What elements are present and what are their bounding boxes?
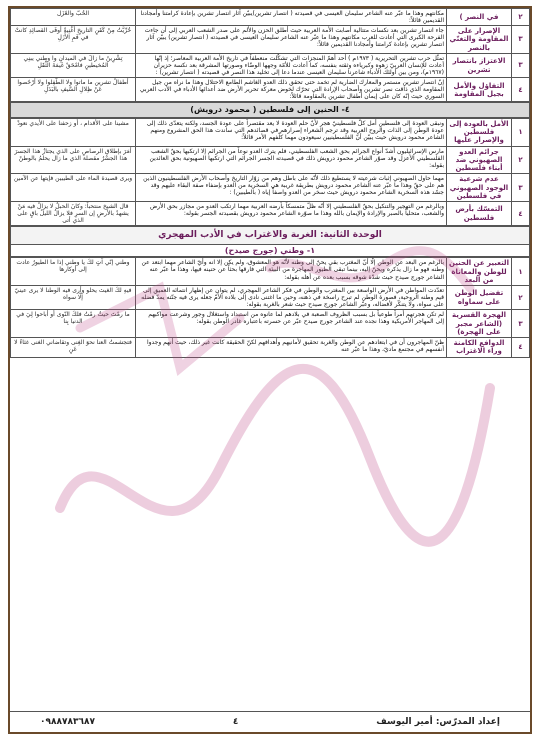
section-table — [10, 102, 530, 117]
row-poem-excerpt: تِشْرِينُ ما زالَ في الميدانِ وا وطني يبنِي المُخيطينِ فامْحَقْ غَيمَةَ الثِّقَلِ — [11, 53, 136, 77]
row-title: التفاؤل والأمل بجيل المقاومة — [447, 78, 512, 102]
row-number: ١ — [512, 118, 530, 146]
row-poem-excerpt: مشينا على الأقدام ، أو زحفنا على الأيدي نعودْ — [11, 118, 136, 146]
row-title: الإصرار على المقاومة والتغنّي بالنصر — [447, 26, 512, 54]
document-page — [8, 6, 532, 734]
table-row — [11, 9, 530, 26]
row-number: ٣ — [512, 26, 530, 54]
row-poem-excerpt: أطفالُ تشرين ما ماتوا ولا الطّفِلوا ولا أَرْخَصوا عَنْ ظِلالِ السَّيفِ بالبَدَلِ — [11, 78, 136, 102]
row-body: لم تكن هجرتهم أمراً طوعياً بل بسبب الظروف الصعبة في بلادهم لما عانوه من استبداد واستغلال وجور وشرعت مواكبهم إلى المهاجر الأمريكية وهذا نجده عند الشاعر جورج صيدح عبّر عن حسرته باعتباره غادر الوطن بقوله: — [136, 310, 447, 338]
row-poem-excerpt: قال الشيخ منتحباً: وكانَ الحبلُ لا يزالُ فيه مَنْ يشهدُ بالأرضِ إن السرِ فلا يزالُ الليلُ باقٍ على الذي أتى — [11, 202, 136, 226]
row-poem-excerpt: فتجشمتُ العنا نحوَ الغِنى وتقاضاني الغنى غثاءً لا عَنِ — [11, 338, 136, 358]
row-poem-excerpt: أمَرَ بإطلاقِ الرصاصِ على الذي يجتازُ هذا الجسرَ هذا الجسْرُ مقصلة الذي ما زال يحلمُ بالوطنْ — [11, 146, 136, 174]
table-row — [11, 258, 530, 286]
row-poem-excerpt: الحُبّ والغَزَل — [11, 9, 136, 26]
row-number: ٤ — [512, 78, 530, 102]
footer-author: إعداد المدرّس: أمير اليوسف — [376, 717, 500, 727]
page-footer — [10, 711, 530, 732]
row-number: ٢ — [512, 9, 530, 26]
row-number: ٣ — [512, 53, 530, 77]
bottom-table — [10, 257, 530, 357]
row-body: جاء انتصار تشرين بعد نكسات متتالية أصابت الأمة العربية حيث أطلق الحزن والألم على صدر الشعب العربي إلى أن جاءت الفرحة الكبرى التي أعادت للعرب مكانتهم وهذا ما عبّر عنه الشاعر سليمان العيسى في قصيدته ( انتصار تشرين) يبيّن آثار انتصار تشرين بإعادة كرامتنا وأمجادنا القديمين قائلاً: — [136, 26, 447, 54]
row-title: الاعتزاز بانتصار تشرين — [447, 53, 512, 77]
table-row — [11, 146, 530, 174]
row-body: ونبقى العودة إلى فلسطين أمل كلّ فلسطينيّ هجر لأنّ حلم العودة لا يعد مقتصراً على عودة الجسد، ولكنه يتعدّى ذلك إلى عودة الوطن إلى الذات والروح العربية وقد ترجم الشعراء إصرارهم في قصائدهم التي ساندت هذا الحق المشروع ومنهم الشاعر محمود درويش حيث يبيّن أنّ الفلسطينيين سيعودون مهما كلّفهم الأمر قائلاً: — [136, 118, 447, 146]
row-title: التعبير عن الحنين للوطن والمعاناة من البعد — [447, 258, 512, 286]
table-row — [11, 286, 530, 310]
row-title: عدم شرعية الوجود الصهيوني في فلسطين — [447, 174, 512, 202]
row-poem-excerpt: ما رمْتَ حيثُ رمْتُ فلكَ النّوى أو أباحوا لِيَ في الدنيا بِنا — [11, 310, 136, 338]
row-title: الهجرة القسرية (الشاعر مجبر على الهجرة) — [447, 310, 512, 338]
row-body: مارس الإسرائيليون أشدّ أنواع الجرائم بحق الشعب الفلسطيني، فلم يترك العدو نوعاً من الجرائم إلا ارتكبها بحقّ الشعب الفلسطيني الأعزل وقد صوّر الشاعر محمود درويش ذلك في قصيدته الجسر الجرائم التي ارتكبها الصهيونية بحق العائدين بقوله: — [136, 146, 447, 174]
row-body: تمثّل حرب تشرين التحريرية ( ١٩٧٣م ) أحد أهمّ المنجزات التي تشكّلت منعطفاً في تاريخ الأمة العربية المعاصر؛ إذ إنّها أعادت للإنسان العربيّ زهوه وكبرياءه وثقته بنفسه، كما أعادت للأمّة وجهها الوضّاء وصورتها المشرقة بعد نكسة حزيران (١٩٦٧م)، ومن بين أولئك الأدباء شاعرنا سليمان العيسى عندما دعا إلى تخليد هذا النصر في قصيدته ( انتصار تشرين) : — [136, 53, 447, 77]
row-body: مكانتهم وهذا ما عبّر عنه الشاعر سليمان العيسى في قصيدته ( انتصار تشرين)يبيّن آثار انتصار تشرين بإعادة كرامتنا وأمجادنا القديمين قائلاً: — [136, 9, 447, 26]
row-body: ظنّ المهاجرون أن في ابتعادهم عن الوطن والغربة تحقيق لأمانيهم وأهدافهم لكنّ الحقيقة كانت غير ذلك، حيث أنهم وجدوا أنفسهم في مجتمع ماديّ، وهذا ما عبّر عنه — [136, 338, 447, 358]
section-heading-palestine: ٤- الحنين إلى فلسطين ( محمود درويش) — [11, 103, 530, 117]
row-body: تعدّدت المواطن في الأرض الواسعة بين المغترب والوطن في فكر الشاعر المهجري، لم يتوان عن إظهار انتمائه العميق إلى قيم وطنه الروحية، فصورة الوطن لم تبرح راسخة في ذهنه، وحين ما اغتنى نادى إلى بلاده الأمّ جعله يرى فيه جنّته يمدّ فضله على سواه، ولا يتنكّر لأفضاله، وعبّر الشاعر جورج صيدح حيث شعر بالغربة بقوله: — [136, 286, 447, 310]
table-row — [11, 202, 530, 226]
table-row — [11, 310, 530, 338]
row-body: وبالرغم من التهجير والتنكيل بحقّ الفلسطيني إلا أنّه ظلّ متمسكاً بأرضه العربية مهما ارتكب العدو من مجازر بحق الأرض والشعب، متحلياً بالصبر والإرادة والإيمان بالله وهذا ما صوّره الشاعر محمود درويش بقصيدته الجسر بقوله: — [136, 202, 447, 226]
unit-table — [10, 226, 530, 257]
footer-phone: ٠٩٨٨٧٨٣٦٨٧ — [40, 717, 95, 727]
row-body: إنّ انتصار تشرين مستمر والمعارك الضارية لم تخمد حتى تحقق ذلك العدو الغاشم الطامع الاحتلال وهذا ما نراه من جيل المقاومة الذي ذاقت نصر تشرين وأصحاب الإرادة التي تحرّك لخوض معركة تحرير الأرض ضد أعدائها الأدباء في الأدب العربي السوري حيث إنّه كان على إيمان أطفال تشرين بالمقاومة قائلاً: — [136, 78, 447, 102]
table-row — [11, 78, 530, 102]
row-number: ٢ — [512, 146, 530, 174]
row-number: ٤ — [512, 338, 530, 358]
footer-page-number: ٤ — [232, 717, 239, 727]
row-title: في النصر ) — [447, 9, 512, 26]
row-number: ٤ — [512, 202, 530, 226]
table-row — [11, 118, 530, 146]
row-body: بالرغم من البعد عن الوطن إلّا أنّ المغترب بقي يحنّ إلى وطنه لأنّه هو المعشوق، ولم يكن إلا انه وأيّ الشاعر مهما ابتعد عن وطنه فهو ما زال يذكره ويحنّ إليه، بينما تبقى الطيور المهاجرة من البيئة التي فارقها بحثاً عن حنينه فيها، وهذا ما عبّر عنه الشاعر جورج صيدح حيث شدّة شوقه بسبب بعده عن أهله بقوله: — [136, 258, 447, 286]
row-title: تفضيل الوطن على سماواه — [447, 286, 512, 310]
unit-title: الوحدة الثانية: الغربة والاغتراب في الأدب المهجري — [11, 227, 530, 245]
table-row — [11, 174, 530, 202]
row-number: ١ — [512, 258, 530, 286]
row-poem-excerpt: وطني إنّي آتٍ لكَ يا وطني إذا ما الطيورُ عادت إلى أوكارها — [11, 258, 136, 286]
row-number: ٣ — [512, 310, 530, 338]
row-poem-excerpt: ويرى قصيدة الماء على الطيبين فإيتها عن الآمين — [11, 174, 136, 202]
row-number: ٢ — [512, 286, 530, 310]
table-row — [11, 53, 530, 77]
row-title: التمسّك بأرض فلسطين — [447, 202, 512, 226]
subsection-title: ١- وطني (جورج صيدح) — [11, 244, 530, 256]
middle-table — [10, 118, 530, 226]
row-title: الأمل بالعودة إلى فلسطين والإصرار عليها — [447, 118, 512, 146]
top-table — [10, 8, 530, 102]
row-title: الدوافع الكامنة وراء الاغتراب — [447, 338, 512, 358]
table-row — [11, 338, 530, 358]
row-number: ٣ — [512, 174, 530, 202]
row-poem-excerpt: حُرِّيَّتُ مِنْ كَفَنِ التاريخِ أُغْنِيةً أوفَى القصائِدِ كانتْ في فَمِ الأَزَلِ — [11, 26, 136, 54]
row-poem-excerpt: فيهِ لكَ الغيث يحلو وأرى فيه الوطنا لا يرى عينيّ إلّا سواه — [11, 286, 136, 310]
row-body: مهما حاول الصهيوني إثبات شرعيته لا يستطيع ذلك لأنّه على باطل وهم من زوّار التاريخ وأصحاب الأرض الفلسطينيون الذين هم على حقّ وهذا ما عبّر عنه الشاعر محمود درويش بطريقة غريبة هي السخرية من العدو بإضفاء صفة البقاء عليهم وقد جسّد هذه السخرية الشاعر محمود درويش حيث سخر من العدو واصفاً إياه ( بالطيبين) : — [136, 174, 447, 202]
table-row — [11, 26, 530, 54]
row-title: جرائم العدو الصهيوني ضد أبناء فلسطين — [447, 146, 512, 174]
